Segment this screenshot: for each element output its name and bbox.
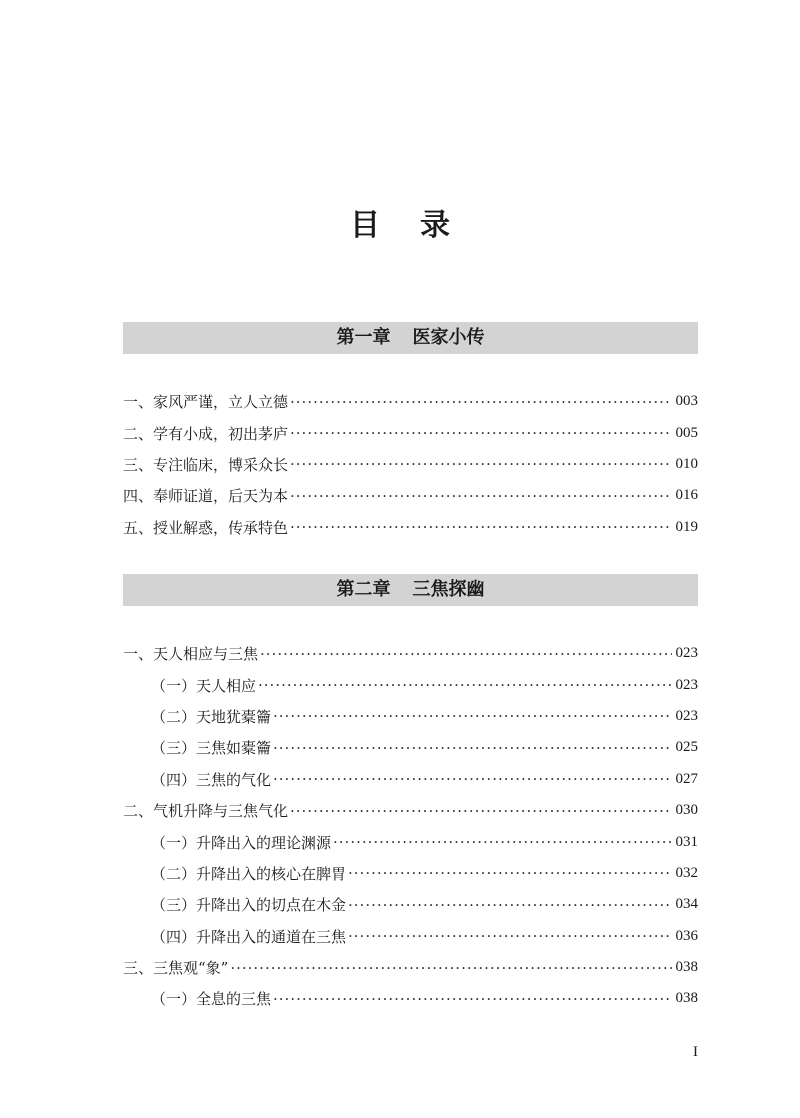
- toc-entry-label: 三、专注临床，博采众长: [123, 455, 289, 474]
- toc-entry[interactable]: [123, 417, 698, 448]
- toc-entry-label: （一）升降出入的理论渊源: [151, 833, 332, 852]
- toc-entry-label: （一）全息的三焦: [151, 990, 272, 1009]
- leader-dots: [273, 990, 671, 1008]
- toc-entry-page: 025: [675, 739, 698, 756]
- chapter-1-number: 第一章: [336, 327, 391, 348]
- toc-entry-page: 016: [675, 487, 698, 504]
- toc-entry-label: （二）升降出入的核心在脾胃: [151, 864, 347, 883]
- toc-entry-page: 023: [675, 645, 698, 662]
- page-title-char-2: 录: [420, 208, 450, 243]
- toc-entry-label: （三）三焦如橐籥: [151, 739, 272, 758]
- toc-entry[interactable]: [123, 638, 698, 669]
- toc-entry-page: 005: [675, 424, 698, 441]
- toc-entry-label: （四）升降出入的通道在三焦: [151, 927, 347, 946]
- toc-entry-page: 038: [675, 990, 698, 1007]
- toc-subentry[interactable]: [123, 826, 698, 857]
- toc-entry[interactable]: [123, 449, 698, 480]
- toc-subentry[interactable]: [123, 764, 698, 795]
- toc-entry[interactable]: [123, 480, 698, 511]
- toc-subentry[interactable]: [123, 701, 698, 732]
- toc-entry-label: 一、家风严谨，立人立德: [123, 393, 289, 412]
- page-number: I: [693, 1044, 698, 1060]
- toc-entry[interactable]: [123, 386, 698, 417]
- toc-entry-page: 010: [675, 455, 698, 472]
- toc-entry-page: 034: [675, 896, 698, 913]
- leader-dots: [290, 487, 671, 505]
- chapter-2-header: [123, 574, 698, 606]
- toc-entry-label: 一、天人相应与三焦: [123, 645, 259, 664]
- toc-entry-page: 036: [675, 927, 698, 944]
- leader-dots: [348, 896, 671, 914]
- chapter-1-name: 医家小传: [412, 327, 485, 348]
- leader-dots: [348, 864, 671, 882]
- toc-entry-page: 027: [675, 770, 698, 787]
- chapter-1-toc: [123, 386, 698, 543]
- toc-entry-label: （一）天人相应: [151, 676, 257, 695]
- toc-entry-label: 五、授业解惑，传承特色: [123, 518, 289, 537]
- leader-dots: [273, 707, 671, 725]
- toc-entry-page: 038: [675, 959, 698, 976]
- leader-dots: [290, 802, 671, 820]
- toc-entry[interactable]: [123, 512, 698, 543]
- leader-dots: [290, 424, 671, 442]
- toc-entry-page: 023: [675, 707, 698, 724]
- toc-subentry[interactable]: [123, 983, 698, 1014]
- chapter-2-toc: [123, 638, 698, 1015]
- toc-entry-page: 019: [675, 518, 698, 535]
- toc-subentry[interactable]: [123, 858, 698, 889]
- toc-subentry[interactable]: [123, 732, 698, 763]
- leader-dots: [260, 645, 671, 663]
- toc-entry-label: 三、三焦观“象”: [123, 959, 229, 978]
- toc-entry-label: 二、学有小成，初出茅庐: [123, 424, 289, 443]
- chapter-1-header: [123, 322, 698, 354]
- leader-dots: [290, 518, 671, 536]
- toc-entry-page: 031: [675, 833, 698, 850]
- toc-entry-label: （四）三焦的气化: [151, 770, 272, 789]
- leader-dots: [273, 739, 671, 757]
- leader-dots: [348, 927, 671, 945]
- chapter-2-number: 第二章: [336, 579, 391, 600]
- chapter-2-name: 三焦探幽: [412, 579, 485, 600]
- toc-entry-label: 四、奉师证道，后天为本: [123, 487, 289, 506]
- leader-dots: [333, 833, 671, 851]
- toc-subentry[interactable]: [123, 921, 698, 952]
- toc-entry-page: 032: [675, 864, 698, 881]
- toc-entry[interactable]: [123, 952, 698, 983]
- leader-dots: [273, 770, 671, 788]
- toc-entry-page: 023: [675, 676, 698, 693]
- toc-entry-label: （三）升降出入的切点在木金: [151, 896, 347, 915]
- leader-dots: [290, 393, 671, 411]
- leader-dots: [290, 455, 671, 473]
- page-title: [0, 200, 800, 244]
- toc-entry[interactable]: [123, 795, 698, 826]
- toc-entry-label: （二）天地犹橐籥: [151, 707, 272, 726]
- toc-entry-page: 003: [675, 393, 698, 410]
- toc-subentry[interactable]: [123, 669, 698, 700]
- toc-entry-page: 030: [675, 802, 698, 819]
- toc-entry-label: 二、气机升降与三焦气化: [123, 802, 289, 821]
- toc-subentry[interactable]: [123, 889, 698, 920]
- leader-dots: [258, 676, 671, 694]
- page-title-char-1: 目: [350, 208, 380, 243]
- leader-dots: [230, 959, 671, 977]
